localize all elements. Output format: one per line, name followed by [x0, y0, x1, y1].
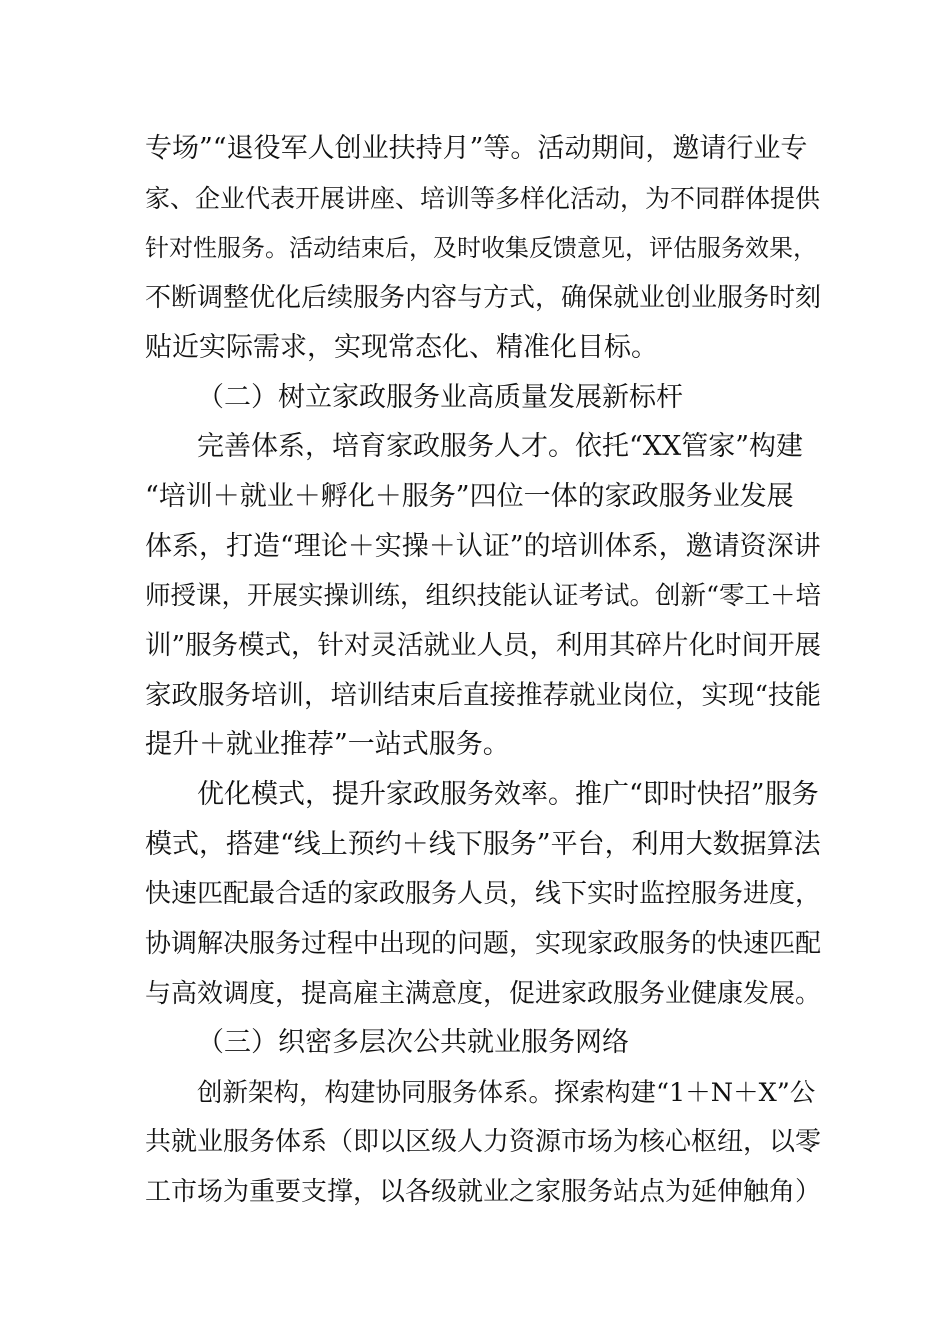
body-text-line: 专场”“退役军人创业扶持月”等。活动期间，邀请行业专 [145, 133, 808, 164]
body-text-line: 师授课，开展实操训练，组织技能认证考试。创新“零工＋培 [145, 581, 822, 611]
body-text-line: 与高效调度，提高雇主满意度，促进家政服务业健康发展。 [145, 979, 822, 1009]
body-text-line: 训”服务模式，针对灵活就业人员，利用其碎片化时间开展 [145, 630, 822, 661]
section-heading-2: （二）树立家政服务业高质量发展新标杆 [197, 382, 683, 413]
body-text-line: 家、企业代表开展讲座、培训等多样化活动，为不同群体提供 [145, 184, 821, 213]
body-text-line: 贴近实际需求，实现常态化、精准化目标。 [145, 332, 658, 363]
paragraph-first-line: 创新架构，构建协同服务体系。探索构建“1＋N＋X”公 [197, 1078, 816, 1108]
body-text-line: 不断调整优化后续服务内容与方式，确保就业创业服务时刻 [145, 283, 822, 313]
body-text-line: 工市场为重要支撑，以各级就业之家服务站点为延伸触角） [145, 1177, 822, 1207]
body-text-line: 模式，搭建“线上预约＋线下服务”平台，利用大数据算法 [145, 829, 821, 860]
body-text-line: 提升＋就业推荐”一站式服务。 [145, 729, 510, 760]
body-text-line: 家政服务培训，培训结束后直接推荐就业岗位，实现“技能 [145, 680, 822, 711]
paragraph-first-line: 优化模式，提升家政服务效率。推广“即时快招”服务 [197, 779, 819, 810]
body-text-line: 快速匹配最合适的家政服务人员，线下实时监控服务进度， [145, 879, 822, 909]
section-heading-3: （三）织密多层次公共就业服务网络 [197, 1027, 629, 1058]
paragraph-first-line: 完善体系，培育家政服务人才。依托“XX管家”构建 [197, 431, 804, 462]
body-text-line: “培训＋就业＋孵化＋服务”四位一体的家政服务业发展 [145, 481, 794, 512]
body-text-line: 协调解决服务过程中出现的问题，实现家政服务的快速匹配 [145, 929, 822, 959]
body-text-line: 共就业服务体系（即以区级人力资源市场为核心枢纽，以零 [145, 1127, 822, 1157]
body-text-line: 体系，打造“理论＋实操＋认证”的培训体系，邀请资深讲 [145, 531, 821, 562]
body-text-line: 针对性服务。活动结束后，及时收集反馈意见，评估服务效果， [145, 234, 817, 262]
